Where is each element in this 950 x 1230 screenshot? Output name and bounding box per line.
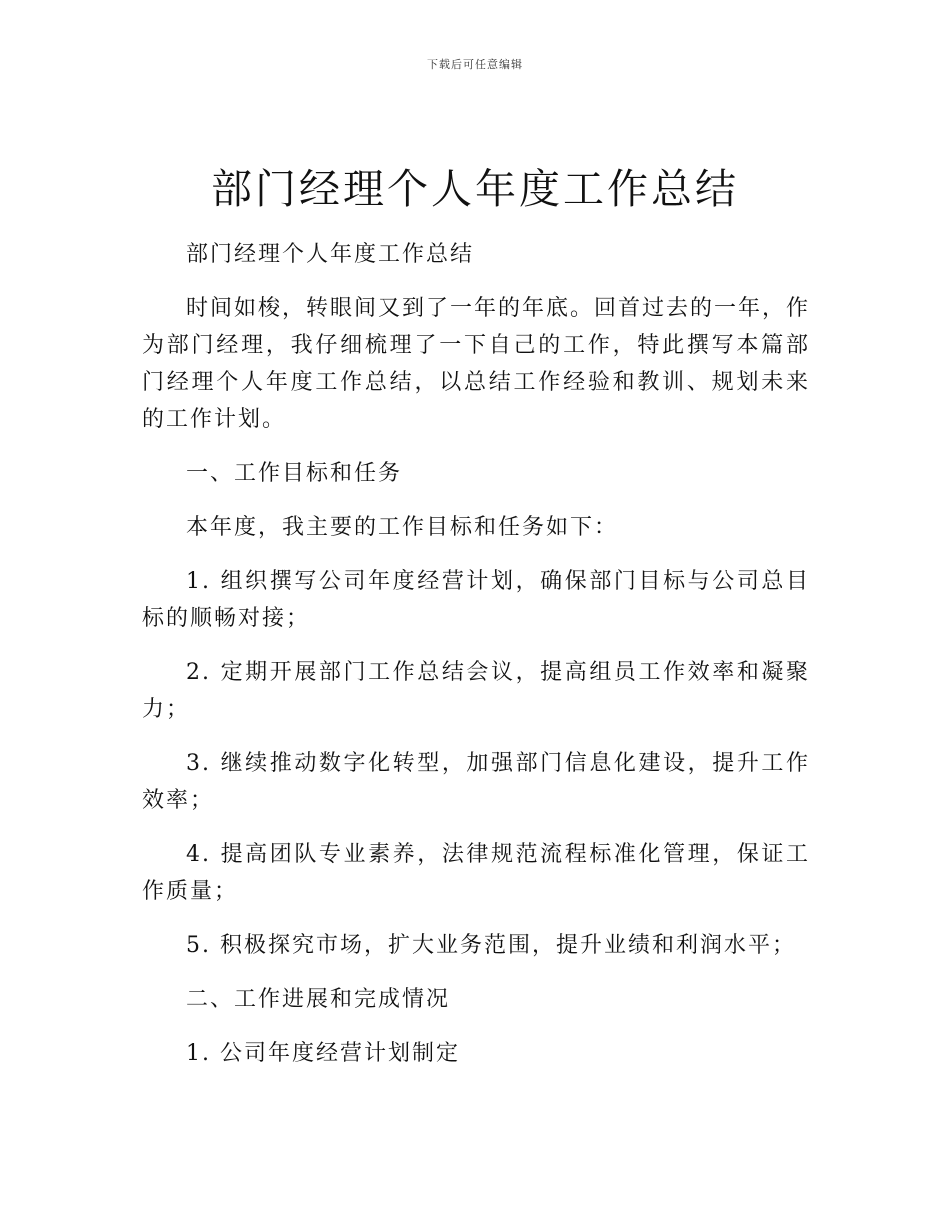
document-body (142, 236, 810, 1089)
goal-item-1: 1. 组织撰写公司年度经营计划，确保部门目标与公司总目标的顺畅对接； (142, 569, 810, 631)
goal-item-4: 4. 提高团队专业素养，法律规范流程标准化管理，保证工作质量； (142, 842, 810, 904)
document-title: 部门经理个人年度工作总结 (211, 165, 739, 213)
goal-item-5: 5. 积极探究市场，扩大业务范围，提升业绩和利润水平； (186, 933, 796, 958)
goal-item-3: 3. 继续推动数字化转型，加强部门信息化建设，提升工作效率； (142, 751, 810, 813)
progress-item-1: 1. 公司年度经营计划制定 (186, 1041, 460, 1066)
page-header-note: 下载后可任意编辑 (427, 58, 523, 71)
goals-intro-paragraph: 本年度，我主要的工作目标和任务如下： (186, 515, 619, 540)
goal-item-2: 2. 定期开展部门工作总结会议，提高组员工作效率和凝聚力； (142, 660, 810, 722)
section-heading-goals: 一、工作目标和任务 (186, 461, 403, 486)
intro-paragraph: 时间如梭，转眼间又到了一年的年底。回首过去的一年，作为部门经理，我仔细梳理了一下自己的工作，特此撰写本篇部门经理个人年度工作总结，以总结工作经验和教训、规划未来的工作计划。 (142, 296, 811, 432)
subtitle-paragraph: 部门经理个人年度工作总结 (186, 242, 475, 267)
section-heading-progress: 二、工作进展和完成情况 (186, 987, 451, 1012)
